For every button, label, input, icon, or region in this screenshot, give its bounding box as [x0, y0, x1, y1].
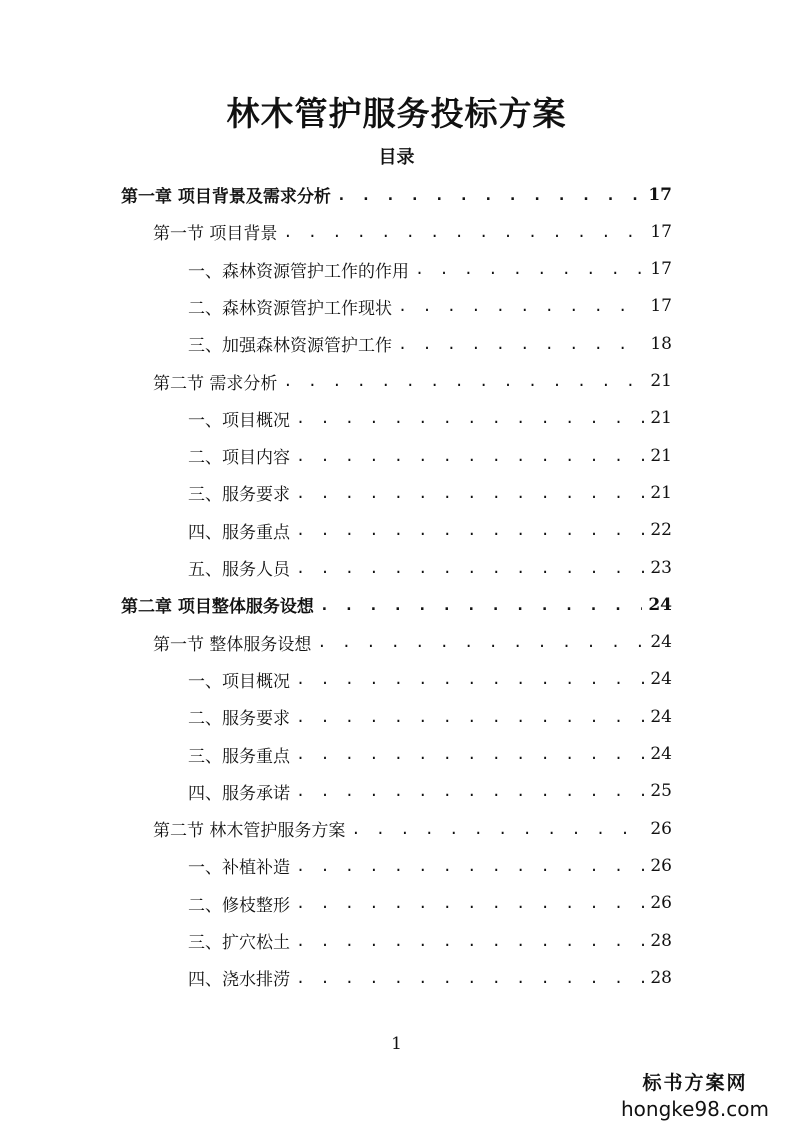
watermark [615, 1068, 775, 1121]
toc-entry-page: 28 [650, 930, 672, 951]
toc-entry-page: 26 [650, 855, 672, 876]
toc-dot-leader [296, 484, 644, 502]
watermark-url: hongke98.com [621, 1097, 769, 1121]
toc-entry-page: 24 [650, 706, 672, 727]
watermark-brand: 标书方案网 [642, 1072, 748, 1094]
toc-dot-leader [337, 186, 642, 204]
toc-dot-leader [398, 297, 644, 315]
toc-entry-label: 三、服务重点 [188, 746, 290, 767]
toc-entry[interactable] [153, 624, 672, 661]
toc-entry-page: 22 [650, 520, 672, 541]
toc-entry-page: 26 [650, 818, 672, 839]
toc-dot-leader [398, 335, 644, 353]
toc-entry-label: 二、修枝整形 [188, 895, 290, 916]
toc-dot-leader [296, 708, 644, 726]
toc-entry-label: 二、服务要求 [188, 709, 290, 730]
toc-entry-label: 三、服务要求 [188, 485, 290, 506]
toc-dot-leader [296, 559, 644, 577]
toc-dot-leader [351, 820, 644, 838]
toc-entry-label: 第二节 需求分析 [153, 373, 278, 394]
toc-entry-page: 17 [650, 259, 672, 280]
toc-entry-page: 25 [650, 781, 672, 802]
toc-entry[interactable] [153, 213, 672, 250]
toc-entry[interactable] [188, 325, 672, 362]
toc-entry-page: 24 [650, 632, 672, 653]
toc-entry-label: 四、服务重点 [188, 522, 290, 543]
toc-entry-page: 24 [650, 744, 672, 764]
toc-entry[interactable] [188, 847, 672, 884]
toc-entry-label: 第一章 项目背景及需求分析 [121, 187, 331, 207]
toc-entry-page: 21 [650, 445, 672, 466]
toc-entry[interactable] [188, 288, 672, 325]
toc-entry[interactable] [188, 959, 672, 996]
toc-entry-label: 三、扩穴松土 [188, 933, 290, 953]
toc-entry-page: 26 [650, 893, 672, 914]
toc-entry-label: 第一节 整体服务设想 [153, 634, 312, 655]
toc-entry-page: 24 [650, 669, 672, 690]
toc-entry-page: 21 [650, 482, 672, 503]
toc-dot-leader [283, 223, 644, 241]
toc-entry[interactable] [188, 736, 672, 773]
page-number: 1 [391, 1034, 402, 1054]
toc-entry-page: 17 [650, 221, 672, 242]
toc-dot-leader [296, 447, 644, 465]
toc-entry[interactable] [188, 773, 672, 810]
toc-dot-leader [317, 633, 644, 651]
toc-dot-leader [296, 969, 644, 987]
toc-entry-label: 第二节 林木管护服务方案 [153, 821, 346, 842]
toc-entry[interactable] [188, 400, 672, 437]
toc-entry[interactable] [188, 251, 672, 288]
toc-entry[interactable] [121, 586, 672, 623]
toc-entry-label: 四、浇水排涝 [188, 970, 290, 991]
toc-entry-label: 第一节 项目背景 [153, 224, 278, 245]
toc-entry-page: 17 [648, 184, 672, 205]
toc-entry-page: 17 [650, 296, 672, 317]
toc-entry[interactable] [188, 474, 672, 511]
toc-entry[interactable] [188, 437, 672, 474]
toc-entry-label: 一、森林资源管护工作的作用 [188, 261, 409, 282]
toc-entry-label: 三、加强森林资源管护工作 [188, 336, 392, 357]
toc-entry-label: 四、服务承诺 [188, 783, 290, 804]
document-title: 林木管护服务投标方案 [226, 94, 567, 133]
toc-dot-leader [296, 745, 644, 763]
toc-dot-leader [283, 372, 644, 390]
toc-entry-label: 五、服务人员 [188, 560, 290, 580]
toc-entry[interactable] [153, 363, 672, 400]
toc-entry[interactable] [188, 512, 672, 549]
toc-entry-page: 21 [650, 408, 672, 429]
toc-entry[interactable] [188, 885, 672, 922]
toc-dot-leader [296, 670, 644, 688]
toc-entry[interactable] [121, 176, 672, 213]
toc-entry[interactable] [188, 549, 672, 586]
toc-dot-leader [296, 857, 644, 875]
toc-entry[interactable] [188, 698, 672, 735]
toc-dot-leader [296, 932, 644, 950]
toc-entry-page: 21 [650, 371, 672, 391]
toc-dot-leader [296, 894, 644, 912]
toc-dot-leader [296, 521, 644, 539]
toc-dot-leader [320, 596, 642, 614]
toc-entry-page: 24 [648, 594, 672, 615]
toc-heading: 目录 [378, 147, 415, 168]
toc-entry-label: 第二章 项目整体服务设想 [121, 597, 314, 618]
toc-entry-label: 一、项目概况 [188, 410, 290, 431]
toc-entry[interactable] [153, 810, 672, 847]
toc-entry-page: 23 [650, 557, 672, 578]
toc-entry-page: 18 [650, 333, 672, 354]
toc-entry-label: 一、项目概况 [188, 671, 290, 692]
toc-entry-label: 二、森林资源管护工作现状 [188, 298, 392, 319]
toc-entry[interactable] [188, 922, 672, 959]
toc-entry-label: 一、补植补造 [188, 858, 290, 879]
toc-dot-leader [296, 782, 644, 800]
toc-dot-leader [296, 409, 644, 427]
toc-entry-label: 二、项目内容 [188, 448, 290, 469]
toc-entry-page: 28 [650, 967, 672, 988]
toc-entry[interactable] [188, 661, 672, 698]
toc-dot-leader [415, 260, 644, 278]
